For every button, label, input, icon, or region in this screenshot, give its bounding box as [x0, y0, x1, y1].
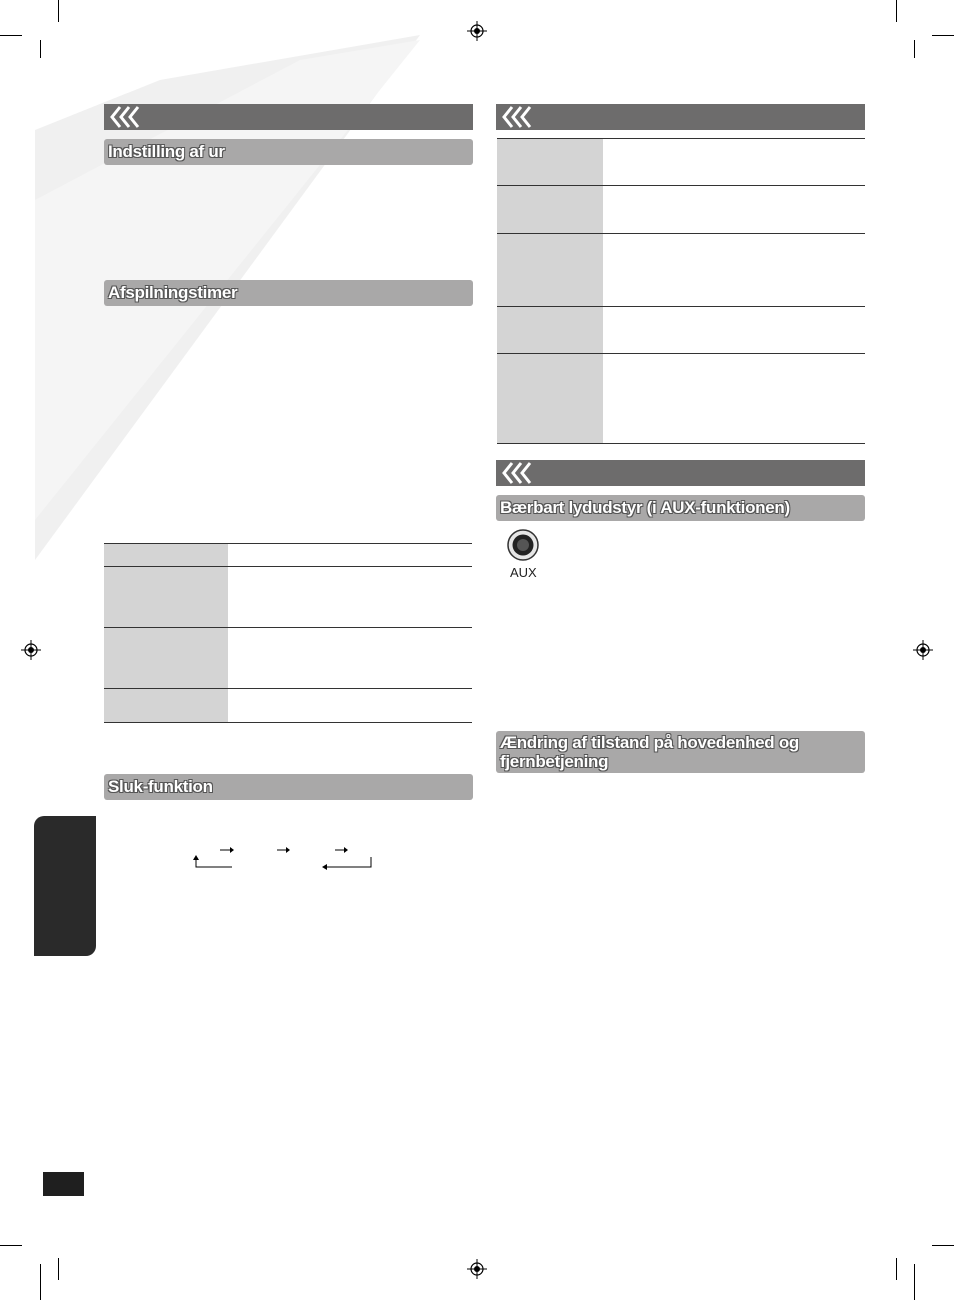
portable-audio-header: [496, 495, 865, 521]
table-row: [497, 353, 865, 444]
table-row: [497, 306, 865, 354]
chevron-left-icon: [500, 106, 540, 128]
right-section-bar-top: [496, 104, 865, 130]
table-row: [104, 627, 472, 689]
table-row: [104, 688, 472, 723]
registration-mark-left: [21, 640, 41, 660]
remote-mode-header: [496, 731, 865, 773]
registration-mark-right: [913, 640, 933, 660]
right-section-bar-bottom: [496, 460, 865, 486]
chevron-left-icon: [500, 462, 540, 484]
timer-title: Afspilningstimer: [108, 283, 238, 302]
table-row: [497, 185, 865, 234]
chevron-left-icon: [108, 106, 148, 128]
aux-jack-icon: [507, 529, 539, 561]
page-number-box: [43, 1172, 84, 1196]
registration-mark-top: [467, 21, 487, 41]
aux-label: AUX: [510, 565, 537, 580]
left-section-bar: [104, 104, 473, 130]
left-table: [104, 543, 472, 723]
clock-setting-header: [104, 139, 473, 165]
registration-mark-bottom: [467, 1259, 487, 1279]
language-side-tab: [34, 816, 96, 956]
sleep-cycle-arrows: [190, 843, 380, 873]
sleep-header: [104, 774, 473, 800]
table-row: [104, 543, 472, 567]
clock-setting-title: Indstilling af ur: [108, 142, 225, 161]
sleep-title: Sluk-funktion: [108, 777, 213, 796]
table-row: [497, 233, 865, 307]
right-table: [497, 138, 865, 444]
table-row: [104, 566, 472, 628]
remote-mode-title: Ændring af tilstand på hovedenhed og fjernbetjening: [500, 733, 799, 771]
portable-audio-title: Bærbart lydudstyr (i AUX-funktionen): [500, 498, 790, 517]
timer-header: [104, 280, 473, 306]
table-row: [497, 138, 865, 186]
